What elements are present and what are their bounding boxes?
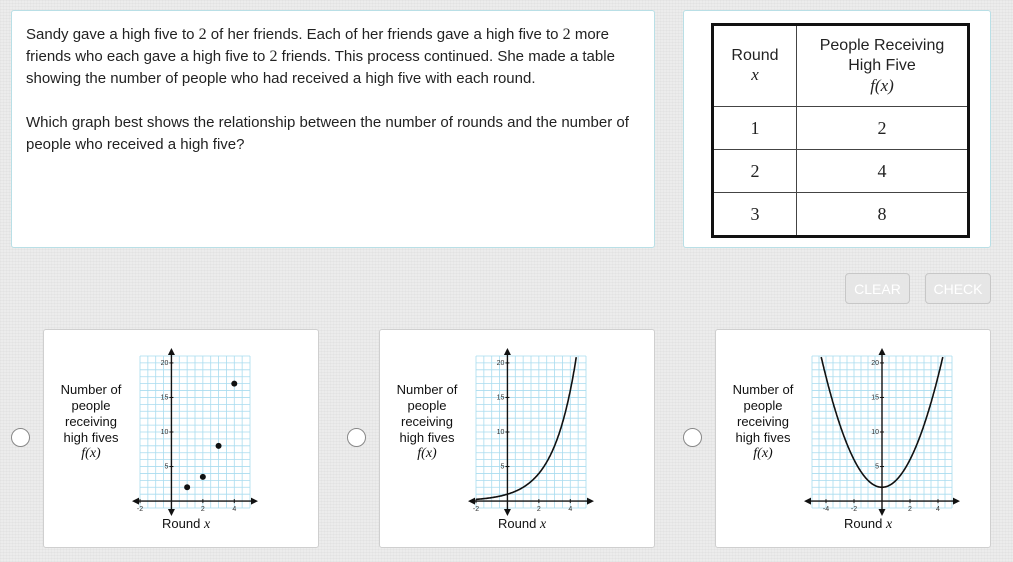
x-axis-label: Round x: [498, 516, 547, 532]
y-tick-label: 5: [500, 463, 505, 471]
x-tick-label: -2: [850, 506, 858, 514]
choice-b-card[interactable]: [379, 329, 655, 548]
y-tick-label: 20: [871, 359, 879, 367]
x-axis-arrow: [953, 498, 960, 505]
table-row: [713, 150, 969, 193]
x-tick-label: -2: [472, 506, 480, 514]
clear-button[interactable]: CLEAR: [845, 273, 910, 304]
table-cell-x: 2: [713, 150, 797, 193]
y-tick-label: 5: [875, 463, 879, 471]
y-axis-arrow: [879, 509, 886, 516]
data-point: [216, 443, 222, 449]
question-paragraph-2: Which graph best shows the relationship between the number of rounds and the number of people who received a high five?: [26, 114, 629, 153]
y-axis-arrow: [504, 509, 511, 516]
curve-line: [476, 357, 576, 499]
table-row: [713, 193, 969, 237]
y-axis-label: Number of people receiving high fives f(x): [396, 382, 458, 461]
check-button[interactable]: CHECK: [925, 273, 991, 304]
table-panel: [683, 10, 991, 248]
x-tick-label: 4: [568, 506, 573, 514]
choice-b-radio[interactable]: [347, 428, 366, 447]
choice-a-radio[interactable]: [11, 428, 30, 447]
graph-c: [802, 348, 962, 518]
x-tick-label: -2: [136, 506, 144, 514]
y-axis-arrow: [168, 509, 175, 516]
x-axis-label: Round x: [844, 516, 893, 532]
x-axis-arrow: [468, 498, 475, 505]
y-axis-arrow: [879, 348, 886, 355]
question-panel: [11, 10, 655, 248]
y-tick-label: 15: [160, 394, 169, 402]
y-tick-label: 10: [496, 429, 505, 436]
data-point: [184, 484, 190, 490]
graph-a: [130, 348, 260, 518]
x-tick-label: 4: [936, 506, 940, 514]
x-tick-label: 2: [200, 506, 205, 514]
x-tick-label: -4: [822, 506, 830, 514]
y-tick-label: 15: [871, 394, 879, 402]
x-tick-label: 2: [536, 506, 541, 514]
choice-a-card[interactable]: [43, 329, 319, 548]
y-tick-label: 5: [164, 463, 169, 471]
x-tick-label: 2: [908, 506, 912, 514]
data-point: [231, 381, 237, 387]
y-tick-label: 10: [160, 429, 169, 436]
y-axis-arrow: [504, 348, 511, 355]
y-axis-label: Number of people receiving high fives f(x): [60, 382, 122, 461]
x-axis-label: Round x: [162, 516, 211, 532]
y-axis-arrow: [168, 348, 175, 355]
x-axis-arrow: [251, 498, 258, 505]
y-axis-label: Number of people receiving high fives f(x): [732, 382, 794, 461]
y-tick-label: 15: [496, 394, 505, 402]
table-cell-x: 3: [713, 193, 797, 237]
question-paragraph-1: Sandy gave a high five to 2 of her friends. Each of her friends gave a high five to 2 more friends who each gave a high five to 2 friends. This process continued. She made a table showing the number of people who had received a high five with each round.: [26, 26, 615, 87]
x-axis-arrow: [804, 498, 811, 505]
y-tick-label: 20: [496, 359, 505, 367]
table-cell-fx: 2: [797, 107, 969, 150]
choice-c-card[interactable]: [715, 329, 991, 548]
table-row: [713, 107, 969, 150]
table-cell-x: 1: [713, 107, 797, 150]
x-axis-arrow: [132, 498, 139, 505]
data-table: [711, 23, 970, 238]
x-axis-arrow: [587, 498, 594, 505]
data-point: [200, 474, 206, 480]
x-tick-label: 4: [232, 506, 237, 514]
y-tick-label: 10: [871, 429, 879, 436]
table-header-round: Round x: [713, 25, 797, 107]
table-cell-fx: 4: [797, 150, 969, 193]
choice-c-radio[interactable]: [683, 428, 702, 447]
table-cell-fx: 8: [797, 193, 969, 237]
y-tick-label: 20: [160, 359, 169, 367]
table-header-people: People Receiving High Five f(x): [797, 25, 969, 107]
graph-b: [466, 348, 596, 518]
